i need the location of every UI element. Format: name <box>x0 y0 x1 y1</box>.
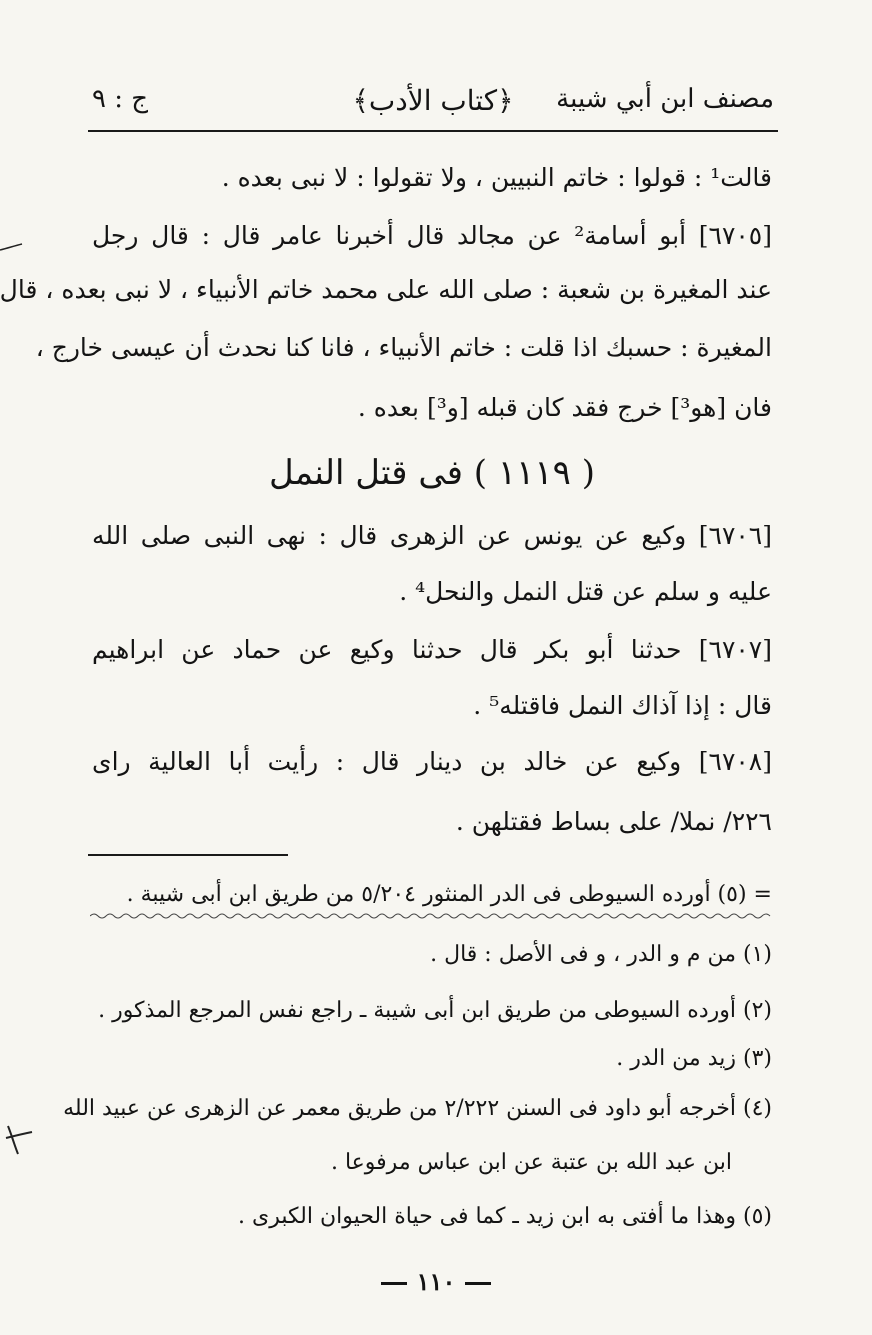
margin-mark-icon <box>0 236 26 260</box>
section-heading: ( ١١١٩ ) فى قتل النمل <box>269 453 595 493</box>
footnote-4: (٤) أخرجه أبو داود فى السنن ٢/٢٢٢ من طريق معمر عن الزهرى عن عبيد الله <box>63 1096 772 1121</box>
footnote-4-continued: ابن عبد الله بن عتبة عن ابن عباس مرفوعا . <box>330 1150 732 1175</box>
page-number <box>0 1262 872 1302</box>
chapter-title: ﴿كتاب الأدب﴾ <box>352 84 514 117</box>
volume-label: ج : ٩ <box>92 84 149 114</box>
footnote-continued: = (٥) أورده السيوطى فى الدر المنثور ٥/٢٠٤ من طريق ابن أبى شيبة . <box>126 882 772 907</box>
footnote-2: (٢) أورده السيوطى من طريق ابن أبى شيبة ـ راجع نفس المرجع المذكور . <box>98 998 772 1023</box>
book-title: مصنف ابن أبي شيبة <box>556 84 774 114</box>
page-header <box>92 84 774 124</box>
text-line: قالت¹ : قولوا : خاتم النبيين ، ولا تقولوا : لا نبى بعده . <box>221 163 772 192</box>
text-line: فان [هو³] خرج فقد كان قبله [و³] بعده . <box>357 393 772 422</box>
text-line: المغيرة : حسبك اذا قلت : خاتم الأنبياء ، فانا كنا نحدث أن عيسى خارج ، <box>35 333 772 362</box>
footnote-1: (١) من م و الدر ، و فى الأصل : قال . <box>430 942 772 967</box>
text-line: [٦٧٠٥] أبو أسامة² عن مجالد قال أخبرنا عامر قال : قال رجل <box>92 221 772 250</box>
header-divider <box>88 130 778 132</box>
text-line: عند المغيرة بن شعبة : صلى الله على محمد خاتم الأنبياء ، لا نبى بعده ، قال <box>0 275 772 304</box>
text-line: قال : إذا آذاك النمل فاقتله⁵ . <box>473 691 772 720</box>
text-line: عليه و سلم عن قتل النمل والنحل⁴ . <box>399 577 772 606</box>
dash-left <box>381 1282 407 1285</box>
wavy-divider <box>90 912 772 920</box>
margin-mark-icon <box>2 1120 36 1160</box>
page-number-value: ١١٠ <box>416 1267 456 1296</box>
dash-right <box>465 1282 491 1285</box>
text-line: [٦٧٠٧] حدثنا أبو بكر قال حدثنا وكيع عن حماد عن ابراهيم <box>92 635 772 664</box>
text-line: [٦٧٠٨] وكيع عن خالد بن دينار قال : رأيت أبا العالية راى <box>92 747 772 776</box>
footnote-divider <box>88 854 288 856</box>
footnote-3: (٣) زيد من الدر . <box>616 1046 772 1071</box>
footnote-5: (٥) وهذا ما أفتى به ابن زيد ـ كما فى حياة الحيوان الكبرى . <box>238 1204 772 1229</box>
text-line: ٢٢٦/ نملا/ على بساط فقتلهن . <box>455 807 772 836</box>
text-line: [٦٧٠٦] وكيع عن يونس عن الزهرى قال : نهى النبى صلى الله <box>92 521 772 550</box>
